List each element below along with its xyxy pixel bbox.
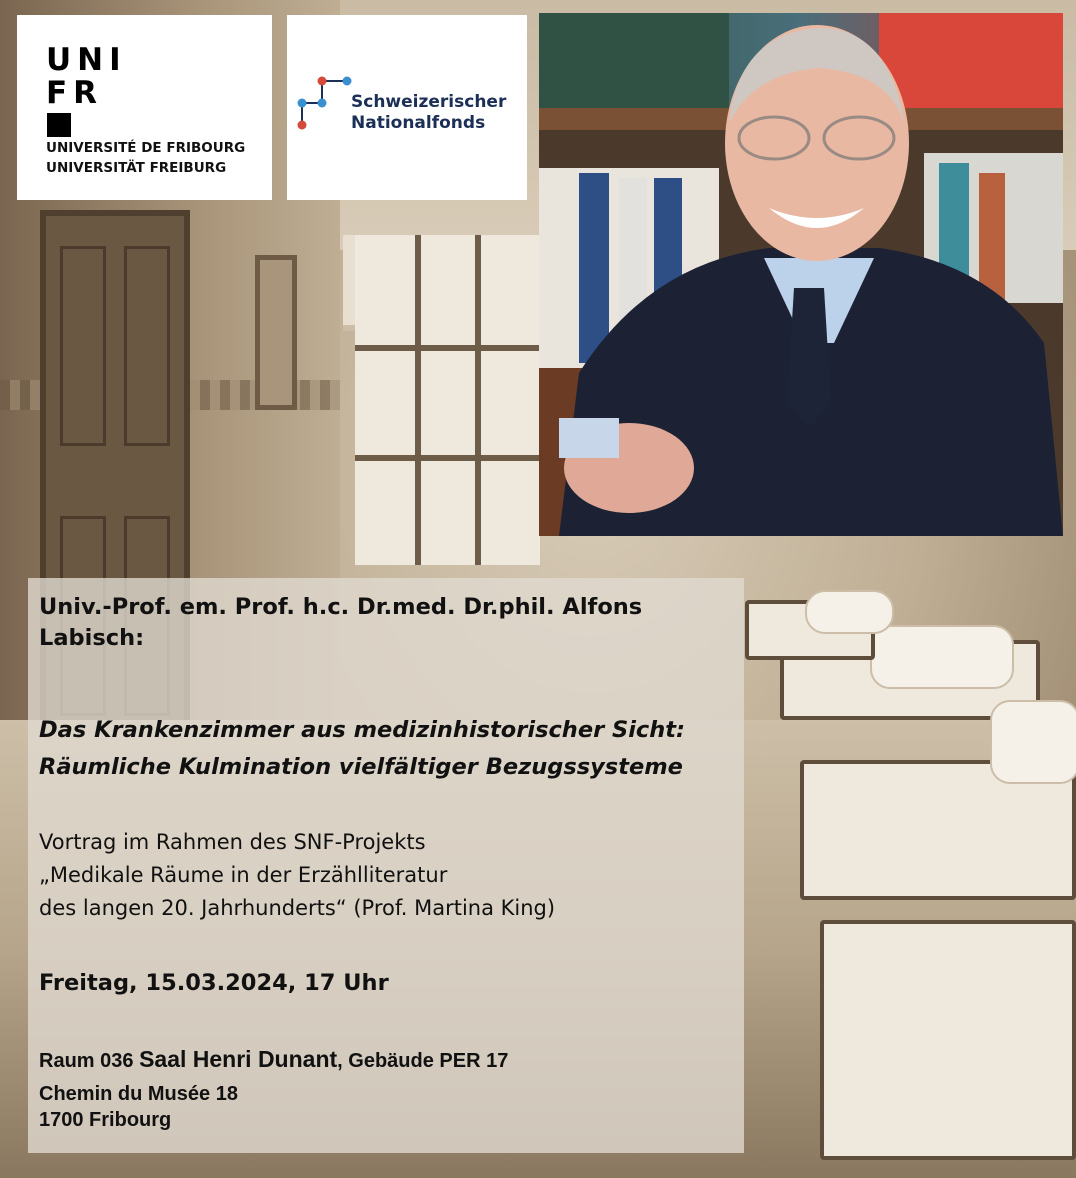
event-street: Chemin du Musée 18	[39, 1083, 238, 1105]
hospital-bed	[820, 920, 1076, 1160]
event-room: Raum 036 Saal Henri Dunant, Gebäude PER 17	[39, 1046, 509, 1072]
wall-picture-frame	[255, 255, 297, 410]
bed-pillow	[805, 590, 894, 634]
talk-description	[39, 826, 555, 925]
unifr-name-de: UNIVERSITÄT FREIBURG	[46, 160, 227, 176]
event-city: 1700 Fribourg	[39, 1109, 172, 1131]
room-window	[355, 235, 540, 565]
talk-title-line: Räumliche Kulmination vielfältiger Bezugssysteme	[39, 754, 683, 780]
unifr-wordmark: UNI FR	[46, 42, 127, 111]
unifr-square-icon	[47, 113, 71, 137]
speaker-photo	[539, 13, 1063, 536]
talk-title-line: Das Krankenzimmer aus medizinhistorischer Sicht:	[39, 717, 686, 743]
description-line: „Medikale Räume in der Erzählliteratur	[39, 863, 448, 887]
event-date: Freitag, 15.03.2024, 17 Uhr	[39, 970, 389, 996]
speaker-portrait	[539, 13, 1063, 536]
description-line: des langen 20. Jahrhunderts“ (Prof. Martina King)	[39, 896, 556, 920]
room-name: Saal Henri Dunant	[139, 1046, 338, 1072]
talk-title	[39, 712, 739, 786]
snf-wordmark: Schweizerischer Nationalfonds	[351, 92, 507, 133]
snf-logo	[287, 15, 527, 200]
speaker-name: Univ.-Prof. em. Prof. h.c. Dr.med. Dr.phil. Alfons Labisch:	[39, 594, 643, 651]
event-info-panel	[28, 578, 744, 1153]
bed-pillow	[990, 700, 1076, 784]
unifr-logo	[17, 15, 272, 200]
bed-pillow	[870, 625, 1014, 689]
description-line: Vortrag im Rahmen des SNF-Projekts	[39, 830, 426, 854]
unifr-name-fr: UNIVERSITÉ DE FRIBOURG	[46, 140, 246, 156]
snf-network-icon	[292, 73, 352, 133]
